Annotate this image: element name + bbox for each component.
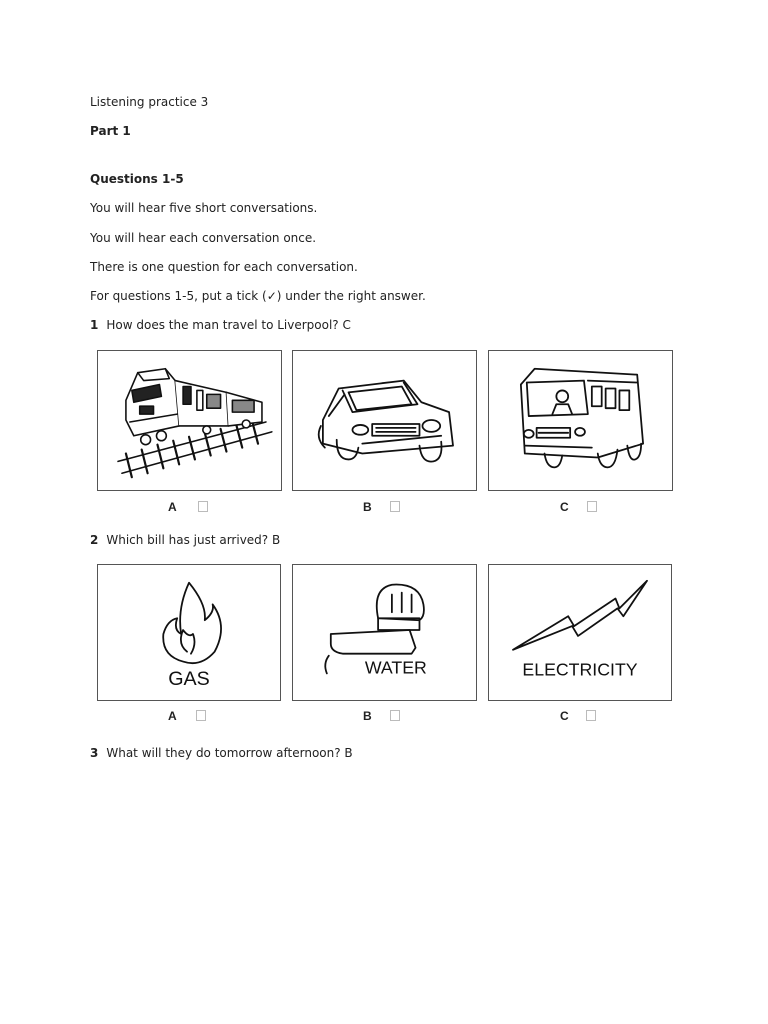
question-3 (90, 745, 353, 761)
option-a-label: A (168, 500, 177, 514)
option-c-panel (488, 564, 672, 701)
answer-checkbox-b[interactable] (390, 501, 400, 512)
part-heading: Part 1 (90, 124, 131, 138)
question-number: 3 (90, 746, 99, 760)
answer-checkbox-c[interactable] (587, 501, 597, 512)
answer-checkbox-b[interactable] (390, 710, 400, 721)
question-number: 2 (90, 533, 99, 547)
question-number: 1 (90, 318, 99, 332)
instruction-3: There is one question for each conversation. (90, 260, 358, 274)
option-a-panel (97, 350, 282, 491)
option-c-label: C (560, 709, 569, 723)
instruction-2: You will hear each conversation once. (90, 231, 317, 245)
gas-flame-icon (98, 565, 280, 700)
document-title: Listening practice 3 (90, 95, 209, 109)
option-b-panel (292, 350, 477, 491)
option-c-panel (488, 350, 673, 491)
question-text: What will they do tomorrow afternoon? B (106, 746, 353, 760)
question-text: How does the man travel to Liverpool? C (106, 318, 351, 332)
instruction-4: For questions 1-5, put a tick (✓) under the right answer. (90, 289, 426, 303)
car-icon (293, 351, 476, 490)
gas-label: GAS (168, 668, 210, 691)
answer-checkbox-a[interactable] (196, 710, 206, 721)
option-a-label: A (168, 709, 177, 723)
bus-icon (489, 351, 672, 490)
water-tap-icon (293, 565, 476, 700)
answer-checkbox-a[interactable] (198, 501, 208, 512)
option-a-panel (97, 564, 281, 701)
option-b-label: B (363, 709, 372, 723)
answer-checkbox-c[interactable] (586, 710, 596, 721)
electricity-label: ELECTRICITY (522, 659, 638, 680)
questions-heading: Questions 1-5 (90, 172, 184, 186)
train-icon (98, 351, 281, 490)
lightning-icon (489, 565, 671, 700)
instruction-1: You will hear five short conversations. (90, 201, 318, 215)
option-b-panel (292, 564, 477, 701)
question-text: Which bill has just arrived? B (106, 533, 281, 547)
option-b-label: B (363, 500, 372, 514)
water-label: WATER (364, 657, 427, 678)
option-c-label: C (560, 500, 569, 514)
question-1 (90, 317, 351, 333)
question-2 (90, 532, 280, 548)
